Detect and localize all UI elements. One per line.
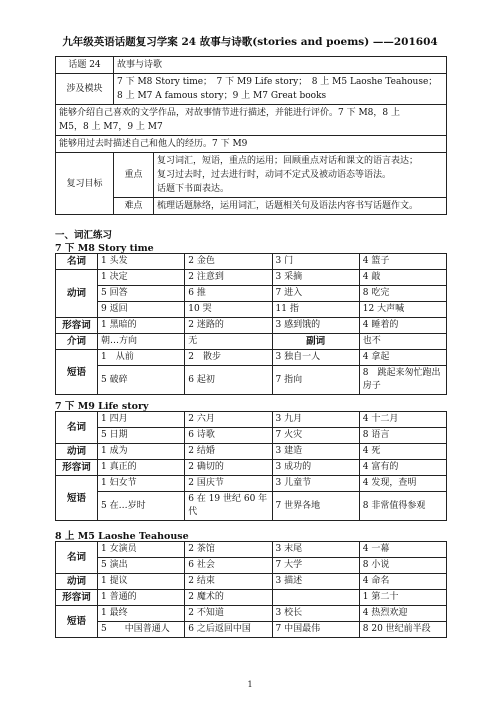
vocab-cell: 3 感到饿的 [272,318,359,334]
vocab-cell: 8 非常值得参观 [359,492,446,521]
category-label: 形容词 [56,590,98,606]
vocab-cell: 1 第二十 [359,590,446,606]
topic-label: 话题 24 [56,57,114,74]
vocab-cell: 8 语言 [359,428,446,444]
category-label: 副词 [272,334,359,350]
vocab-cell: 6 起初 [185,366,272,395]
goal-line: 能够介绍自己喜欢的文学作品，对故事情节进行描述，并能进行评价。7 下 M8，8 上 [59,108,400,118]
vocab-cell: 6 社会 [185,558,272,574]
page-title: 九年级英语话题复习学案 24 故事与诗歌(stories and poems) ——201604 [62,36,438,48]
vocab-cell: 4 十二月 [359,412,446,428]
goal-text: 能够用过去时描述自己和他人的经历。7 下 M9 [56,136,447,153]
vocab-cell: 10 哭 [185,302,272,318]
hard-label: 难点 [114,198,154,215]
vocab-cell: 4 发现，查明 [359,476,446,492]
vocab-cell: 3 门 [272,254,359,270]
vocab-cell: 3 儿童节 [272,476,359,492]
vocab-cell: 3 独自一人 [272,350,359,366]
goal-line: M5，8 上 M7，9 上 M7 [59,122,163,132]
vocab-cell: 2 国庆节 [185,476,272,492]
vocab-cell: 5 中国普通人 [98,622,185,638]
vocab-cell: 7 火灾 [272,428,359,444]
category-label: 名词 [56,542,98,574]
vocab-cell: 6 诗歌 [185,428,272,444]
category-label: 短语 [56,476,98,521]
vocab-cell: 2 魔术的 [185,590,272,606]
modules-line: 8 上 M7 A famous story；9 上 M7 Great books [117,91,327,101]
category-label: 短语 [56,606,98,638]
vocab-cell: 4 篮子 [359,254,446,270]
vocab-cell: 4 敲 [359,270,446,286]
vocab-cell: 5 回答 [98,286,185,302]
hard-points: 梳理话题脉络，运用词汇，话题相关句及语法内容书写话题作文。 [154,198,447,215]
page-number: 1 [247,680,253,689]
vocab-table-m5 [55,541,447,638]
vocab-cell: 4 睡着的 [359,318,446,334]
modules-label: 涉及模块 [56,74,114,105]
goal-text [56,105,447,136]
vocab-cell: 1 女演员 [98,542,185,558]
vocab-cell: 3 九月 [272,412,359,428]
vocab-cell: 6 之后返回中国 [185,622,272,638]
vocab-cell: 12 大声喊 [359,302,446,318]
vocab-cell: 5 破碎 [98,366,185,395]
key-line: 话题下书面表达。 [157,184,230,194]
vocab-cell: 3 校长 [272,606,359,622]
vocab-cell: 9 返回 [98,302,185,318]
vocab-cell: 1 四月 [98,412,185,428]
vocab-cell: 1 决定 [98,270,185,286]
category-label: 动词 [56,270,98,318]
vocab-cell: 朝…方向 [98,334,185,350]
vocab-cell: 1 妇女节 [98,476,185,492]
vocab-cell: 7 中国最伟 [272,622,359,638]
vocab-cell: 3 末尾 [272,542,359,558]
category-label: 动词 [56,444,98,460]
category-label: 名词 [56,412,98,444]
vocab-cell: 5 日期 [98,428,185,444]
review-label: 复习目标 [56,153,114,215]
vocab-cell: 2 茶馆 [185,542,272,558]
vocab-cell: 1 最终 [98,606,185,622]
vocab-cell: 4 富有的 [359,460,446,476]
vocab-cell: 4 命名 [359,574,446,590]
vocab-cell: 3 描述 [272,574,359,590]
vocab-cell: 无 [185,334,272,350]
vocab-cell: 11 指 [272,302,359,318]
vocab-cell: 8 吃完 [359,286,446,302]
category-label: 动词 [56,574,98,590]
category-label: 形容词 [56,318,98,334]
vocab-cell: 1 真正的 [98,460,185,476]
key-label: 重点 [114,153,154,198]
key-line: 复习词汇，短语，重点的运用；回顾重点对话和课文的语言表达； [157,156,419,166]
vocab-cell [272,590,359,606]
vocab-cell: 1 头发 [98,254,185,270]
vocab-cell: 7 大学 [272,558,359,574]
vocab-cell: 1 黑暗的 [98,318,185,334]
vocab-cell: 2 结束 [185,574,272,590]
vocab-cell: 4 死 [359,444,446,460]
vocab-cell: 8 20 世纪前半段 [359,622,446,638]
vocab-cell: 3 建造 [272,444,359,460]
vocab-cell: 8 小说 [359,558,446,574]
module-heading: 7 下 M9 Life story [55,401,149,412]
key-line: 复习过去时，过去进行时，动词不定式及被动语态等语法。 [157,170,392,180]
vocab-cell: 1 普通的 [98,590,185,606]
vocab-cell: 8 跳起来匆忙跑出房子 [359,366,446,395]
vocab-cell: 6 推 [185,286,272,302]
category-label: 短语 [56,350,98,395]
vocab-cell: 2 散步 [185,350,272,366]
modules-line: 7 下 M8 Story time； 7 下 M9 Life story； 8 上 M5 Laoshe Teahouse； [117,77,438,87]
vocab-cell: 4 拿起 [359,350,446,366]
vocab-cell: 4 一幕 [359,542,446,558]
info-table [55,56,447,215]
vocab-cell: 5 在…岁时 [98,492,185,521]
vocab-cell: 2 迷路的 [185,318,272,334]
vocab-cell: 2 结婚 [185,444,272,460]
vocab-cell: 1 提议 [98,574,185,590]
vocab-cell: 2 确切的 [185,460,272,476]
vocab-cell: 5 演出 [98,558,185,574]
category-label: 名词 [56,254,98,270]
vocab-cell: 3 采摘 [272,270,359,286]
vocab-cell: 2 金色 [185,254,272,270]
vocab-cell: 7 指向 [272,366,359,395]
vocab-cell: 6 在 19 世纪 60 年代 [185,492,272,521]
vocab-cell: 4 热烈欢迎 [359,606,446,622]
module-heading: 8 上 M5 Laoshe Teahouse [55,531,189,542]
module-heading: 7 下 M8 Story time [55,243,154,254]
vocab-cell: 7 进入 [272,286,359,302]
category-label: 介词 [56,334,98,350]
category-label: 形容词 [56,460,98,476]
key-points [154,153,447,198]
topic-value: 故事与诗歌 [114,57,447,74]
vocab-cell: 1 从前 [98,350,185,366]
vocab-cell: 3 成功的 [272,460,359,476]
vocab-table-m8 [55,253,447,395]
vocab-cell: 1 成为 [98,444,185,460]
vocab-cell: 7 世界各地 [272,492,359,521]
vocab-cell: 2 六月 [185,412,272,428]
vocab-cell: 2 不知道 [185,606,272,622]
vocab-cell: 2 注意到 [185,270,272,286]
modules-value [114,74,447,105]
vocab-cell: 也不 [359,334,446,350]
vocab-table-m9 [55,411,447,521]
section-heading: 一、词汇练习 [55,230,113,241]
